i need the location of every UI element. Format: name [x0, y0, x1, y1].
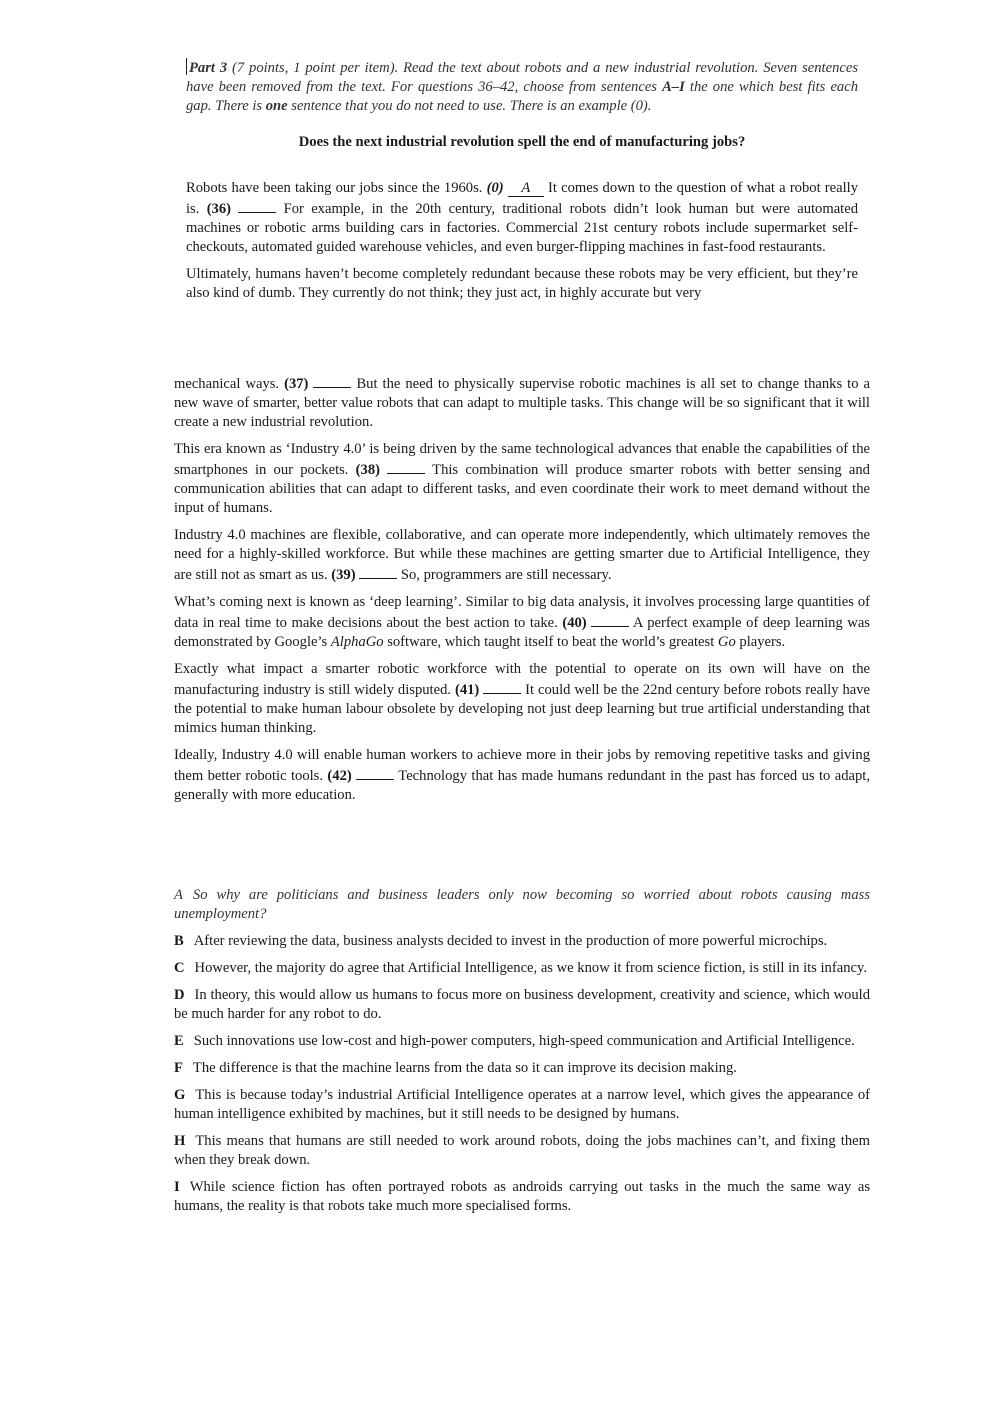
- option-letter: I: [174, 1179, 180, 1195]
- gap-41-blank[interactable]: [483, 679, 521, 694]
- p5-text-a: Industry 4.0 machines are flexible, collaborative, and can operate more independently, which ultimately removes the need for a highly-skilled workforce. But while these machines are getting smarter due to Artificial Intelligence, they are still not as smart as us.: [174, 527, 870, 583]
- p5-text-b: So, programmers are still necessary.: [397, 567, 612, 583]
- option-i[interactable]: [174, 1178, 870, 1216]
- gap-36-blank[interactable]: [238, 198, 276, 213]
- option-text: While science fiction has often portrayed robots as androids carrying out tasks in the much the same way as humans, the reality is that robots take much more specialised forms.: [174, 1179, 870, 1214]
- instructions-text-a: (7 points, 1 point per item). Read the text about robots and a new industrial revolution. Seven sentences have been removed from the text. For questions 36–42, choose from sentences: [186, 60, 859, 95]
- part-label: Part 3: [189, 60, 228, 76]
- gap-37-blank[interactable]: [313, 373, 351, 388]
- gap-41-number: (41): [454, 682, 480, 698]
- option-d[interactable]: [174, 986, 870, 1024]
- instructions-range: A–I: [662, 79, 685, 95]
- option-g[interactable]: [174, 1086, 870, 1124]
- gap-40-number: (40): [562, 615, 587, 631]
- option-h[interactable]: [174, 1132, 870, 1170]
- p7-text-a: Exactly what impact a smarter robotic workforce with the potential to operate on its own will have on the manufacturing industry is still widely disputed.: [174, 661, 870, 698]
- options-list: [174, 886, 870, 1224]
- gap-39-number: (39): [331, 567, 356, 583]
- option-a[interactable]: [174, 886, 870, 924]
- paragraph-1: [186, 179, 858, 257]
- option-letter: G: [174, 1087, 186, 1103]
- paragraph-3: [174, 373, 870, 432]
- text-cursor: [186, 58, 187, 75]
- paragraph-8: [174, 746, 870, 805]
- gap-37-number: (37): [284, 376, 309, 392]
- option-text: However, the majority do agree that Artificial Intelligence, as we know it from science fiction, is still in its infancy.: [194, 960, 867, 976]
- gap-38-blank[interactable]: [387, 459, 425, 474]
- instructions: [186, 58, 858, 116]
- p1-text-c: For example, in the 20th century, traditional robots didn’t look human but were automated machines or robotic arms building cars in factories. Commercial 21st century robots include supermarket self-checkouts, automated guided warehouse vehicles, and even burger-flipping machines in fast-food restaurants.: [186, 201, 859, 255]
- paragraph-2: Ultimately, humans haven’t become completely redundant because these robots may be very efficient, but they’re also kind of dumb. They currently do not think; they just act, in highly accurate but very: [186, 266, 858, 301]
- option-e[interactable]: [174, 1032, 870, 1051]
- p6-text-c: software, which taught itself to beat the world’s greatest: [383, 634, 718, 650]
- option-letter: H: [174, 1133, 186, 1149]
- option-letter: E: [174, 1033, 184, 1049]
- option-f[interactable]: [174, 1059, 870, 1078]
- p6-text-d: players.: [735, 634, 786, 650]
- option-letter: A: [174, 887, 183, 903]
- option-c[interactable]: [174, 959, 870, 978]
- p7-text-b: It could well be the 22nd century before robots really have the potential to make human labour obsolete by developing not just deep learning but true artificial understanding that mimics human thinking.: [174, 682, 870, 736]
- go-name: Go: [717, 634, 736, 650]
- gap-39-blank[interactable]: [359, 564, 397, 579]
- option-text: This is because today’s industrial Artificial Intelligence operates at a narrow level, which gives the appearance of human intelligence exhibited by machines, but it still needs to be designed by humans.: [174, 1087, 870, 1122]
- p8-text-a: Ideally, Industry 4.0 will enable human workers to achieve more in their jobs by removing repetitive tasks and giving them better robotic tools.: [174, 747, 870, 784]
- paragraph-7: [174, 660, 870, 738]
- paragraph-4: [174, 440, 870, 518]
- option-text: Such innovations use low-cost and high-power computers, high-speed communication and Artificial Intelligence.: [193, 1033, 855, 1049]
- option-b[interactable]: [174, 932, 870, 951]
- p1-text-b: It comes down to the question of what a robot really is.: [186, 180, 859, 217]
- p3-text-b: But the need to physically supervise robotic machines is all set to change thanks to a new wave of smarter, better value robots that can adapt to multiple tasks. This change will be so significant that it will create a new industrial revolution.: [174, 376, 870, 430]
- p6-text-b: A perfect example of deep learning was demonstrated by Google’s: [174, 615, 870, 650]
- paragraph-5: [174, 526, 870, 585]
- option-letter: D: [174, 987, 185, 1003]
- p8-text-b: Technology that has made humans redundant in the past has forced us to adapt, generally with more education.: [174, 768, 870, 803]
- p4-text-b: This combination will produce smarter robots with better sensing and communication abilities that can adapt to different tasks, and even coordinate their work to meet demand without the input of humans.: [174, 462, 870, 516]
- gap-40-blank[interactable]: [591, 612, 629, 627]
- option-text: In theory, this would allow us humans to focus more on business development, creativity and science, which would be much harder for any robot to do.: [174, 987, 870, 1022]
- option-text: This means that humans are still needed to work around robots, doing the jobs machines can’t, and fixing them when they break down.: [174, 1133, 870, 1168]
- p3-text-a: mechanical ways.: [174, 376, 285, 392]
- p6-text-a: What’s coming next is known as ‘deep learning’. Similar to big data analysis, it involves processing large quantities of data in real time to make decisions about the best action to take.: [174, 594, 870, 631]
- option-letter: C: [174, 960, 185, 976]
- p1-text-a: Robots have been taking our jobs since the 1960s.: [186, 180, 487, 196]
- article-top: [186, 179, 858, 311]
- instructions-text-b: the one which best fits each gap. There is: [186, 79, 858, 114]
- option-letter: B: [174, 933, 184, 949]
- article-bottom: [174, 373, 870, 813]
- gap-36-number: (36): [206, 201, 232, 217]
- gap-example-number: (0): [486, 180, 504, 196]
- instructions-text-c: sentence that you do not need to use. There is an example (0).: [287, 98, 652, 114]
- option-text: The difference is that the machine learns from the data so it can improve its decision making.: [192, 1060, 737, 1076]
- gap-42-blank[interactable]: [356, 765, 394, 780]
- instructions-one: one: [265, 98, 288, 114]
- p4-text-a: This era known as ‘Industry 4.0’ is being driven by the same technological advances that enable the capabilities of the smartphones in our pockets.: [174, 441, 870, 478]
- paragraph-6: [174, 593, 870, 652]
- gap-example-answer: A: [508, 181, 544, 197]
- article-title: Does the next industrial revolution spell the end of manufacturing jobs?: [298, 134, 746, 150]
- gap-42-number: (42): [327, 768, 352, 784]
- gap-38-number: (38): [355, 462, 380, 478]
- alphago-name: AlphaGo: [330, 634, 384, 650]
- option-text: After reviewing the data, business analysts decided to invest in the production of more powerful microchips.: [193, 933, 828, 949]
- option-letter: F: [174, 1060, 183, 1076]
- option-text: So why are politicians and business leaders only now becoming so worried about robots causing mass unemployment?: [174, 887, 870, 922]
